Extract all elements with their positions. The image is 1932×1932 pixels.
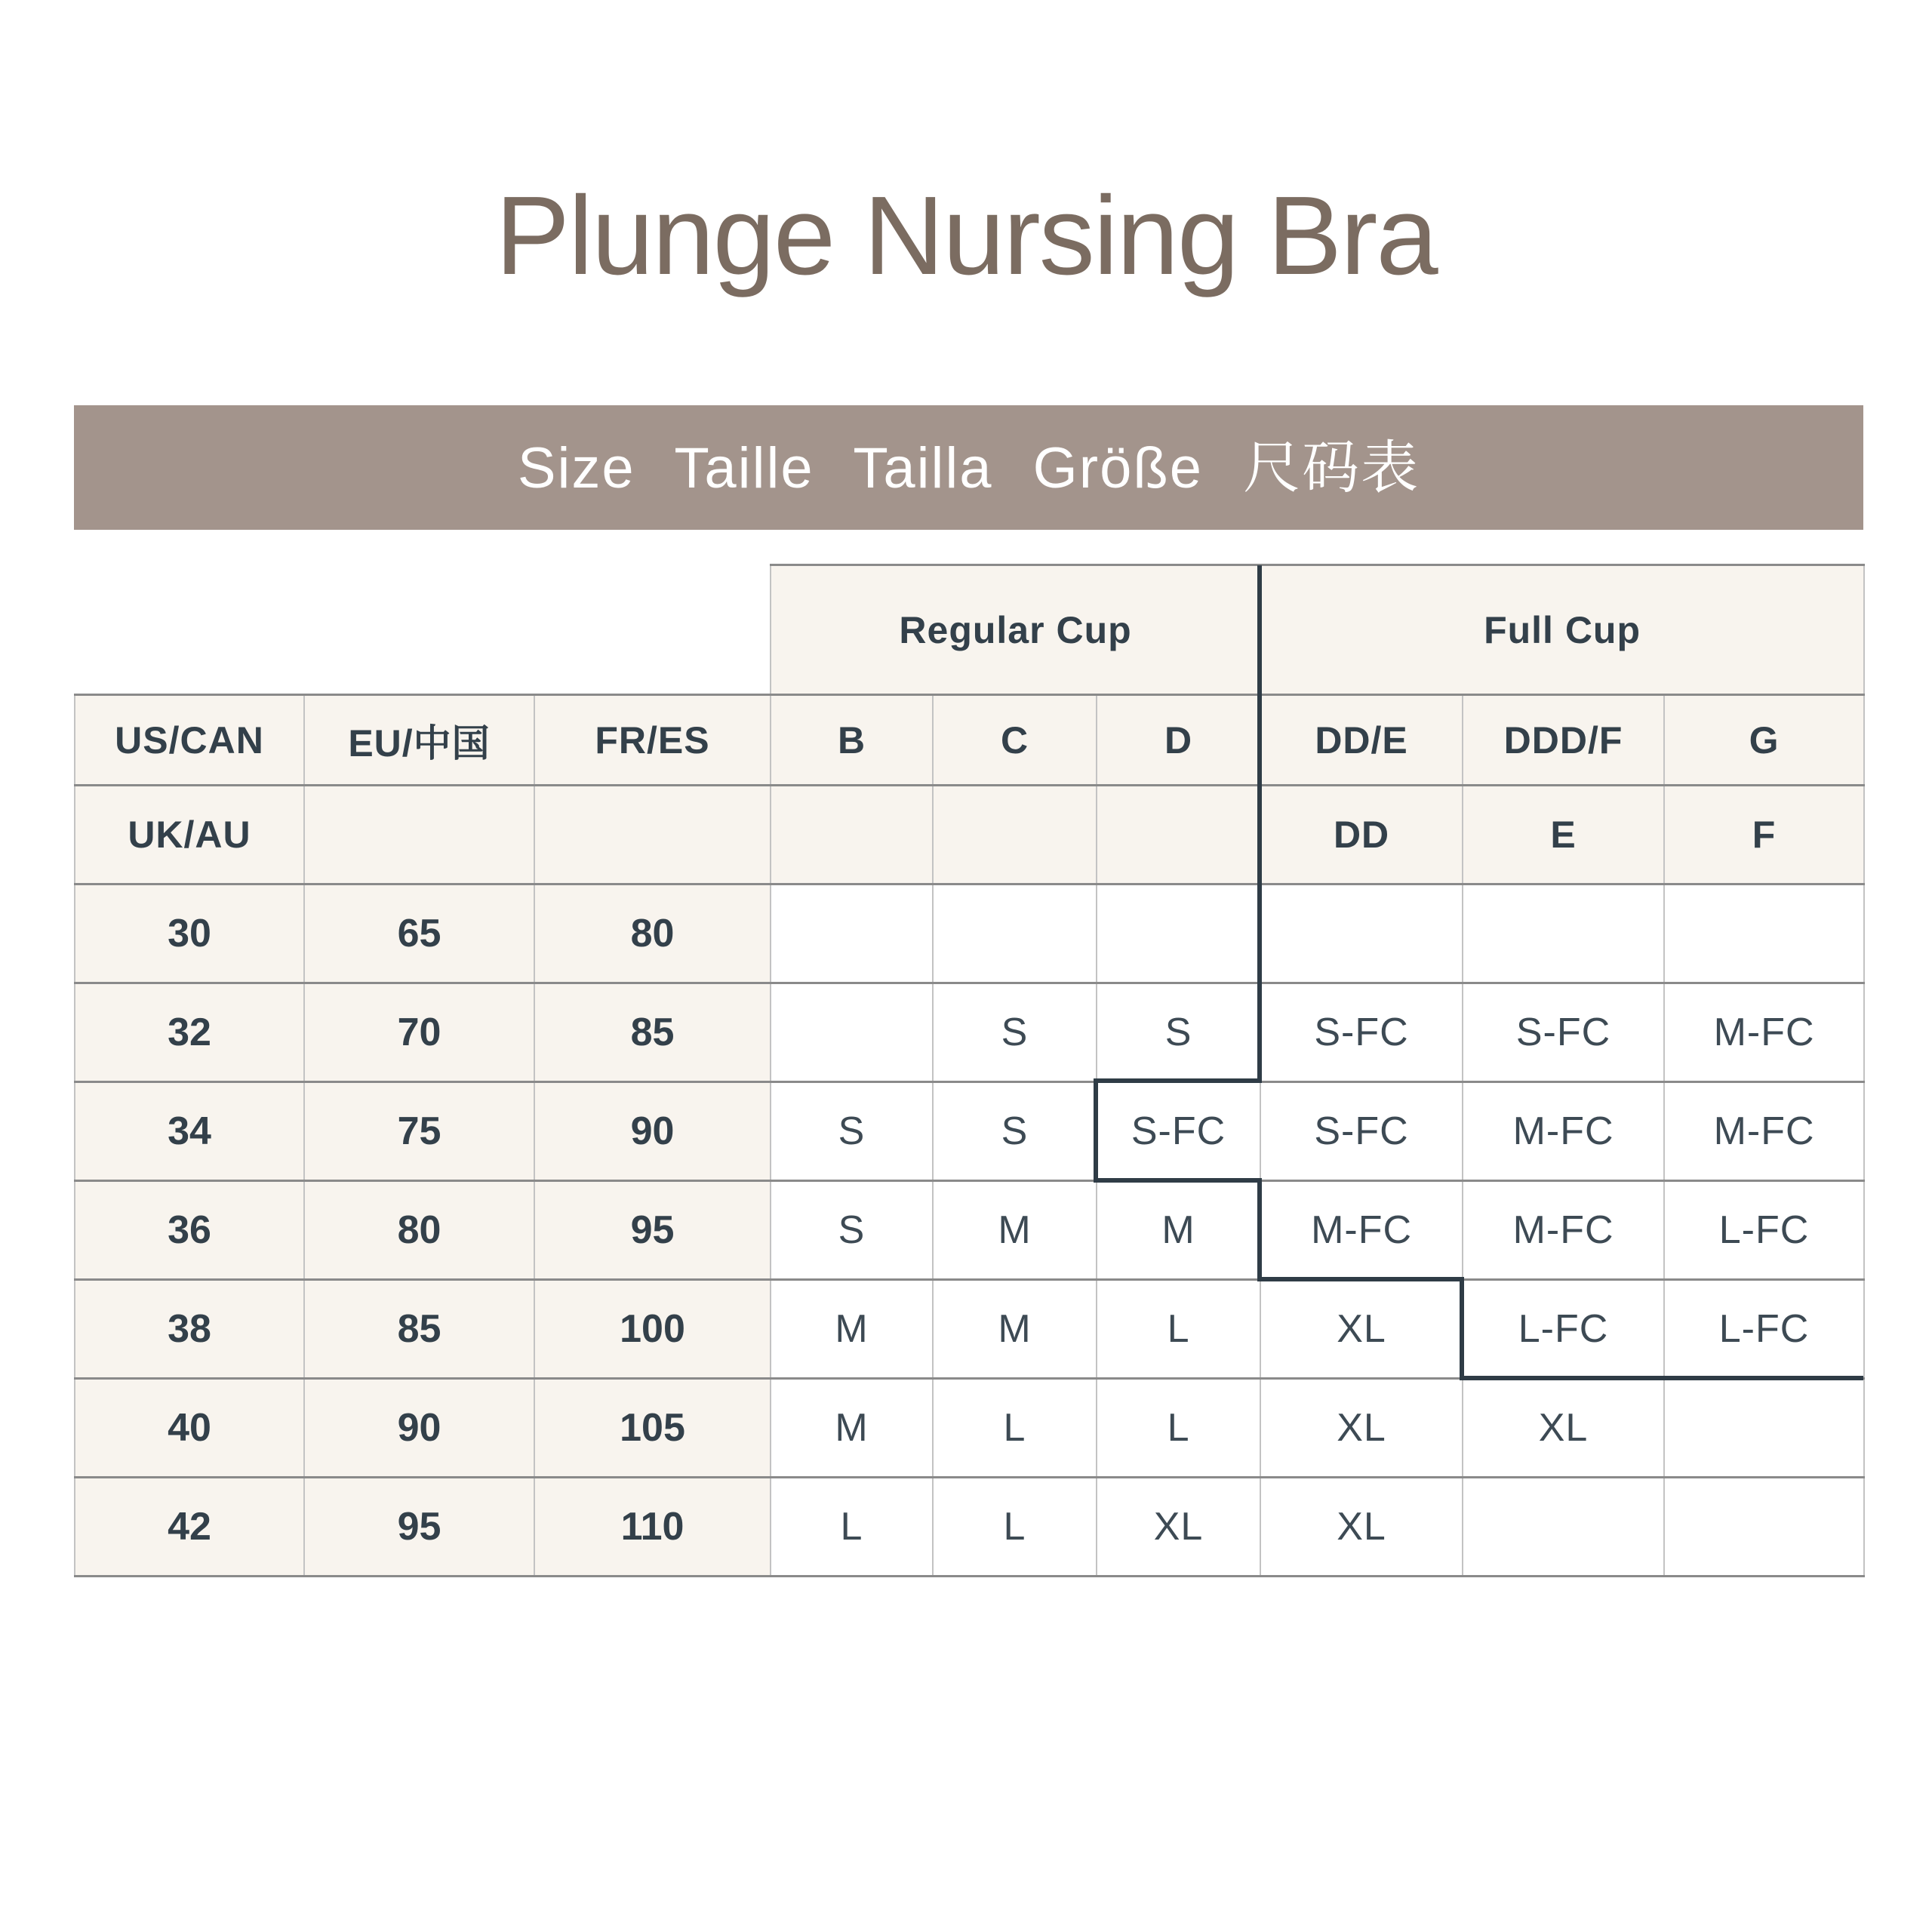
cup-size-cell: M: [933, 1280, 1097, 1379]
band-size-cell: 90: [304, 1379, 534, 1478]
cup-size-cell: L: [771, 1478, 933, 1577]
band-size-cell: 110: [534, 1478, 771, 1577]
column-header: [534, 786, 771, 884]
band-size-cell: 34: [75, 1082, 304, 1181]
cup-size-cell: S: [933, 983, 1097, 1082]
cup-size-cell: S-FC: [1097, 1082, 1260, 1181]
cup-size-cell: S-FC: [1260, 1082, 1463, 1181]
column-header: FR/ES: [534, 695, 771, 786]
band-size-cell: 95: [534, 1181, 771, 1280]
cup-size-cell: [1260, 884, 1463, 983]
cup-size-cell: S: [771, 1181, 933, 1280]
band-size-cell: 30: [75, 884, 304, 983]
column-header: [933, 786, 1097, 884]
cup-size-cell: M: [771, 1280, 933, 1379]
size-table-grid: [74, 564, 1865, 1577]
column-header: [1097, 786, 1260, 884]
cup-size-cell: L: [1097, 1379, 1260, 1478]
cup-size-cell: S-FC: [1260, 983, 1463, 1082]
cup-size-cell: M: [1097, 1181, 1260, 1280]
empty-corner: [75, 565, 771, 695]
column-header: E: [1463, 786, 1664, 884]
band-size-cell: 85: [304, 1280, 534, 1379]
band-size-cell: 80: [534, 884, 771, 983]
column-header: EU/中国: [304, 695, 534, 786]
column-header: DDD/F: [1463, 695, 1664, 786]
column-header: UK/AU: [75, 786, 304, 884]
cup-size-cell: XL: [1260, 1478, 1463, 1577]
band-size-cell: 100: [534, 1280, 771, 1379]
size-banner: [74, 405, 1863, 530]
cup-size-cell: S-FC: [1463, 983, 1664, 1082]
cup-size-cell: [771, 884, 933, 983]
size-banner-label: Size Taille Tailla Größe 尺码表: [517, 436, 1420, 500]
group-header-full-cup: Full Cup: [1260, 565, 1864, 695]
cup-size-cell: XL: [1097, 1478, 1260, 1577]
column-header: B: [771, 695, 933, 786]
column-header: D: [1097, 695, 1260, 786]
band-size-cell: 90: [534, 1082, 771, 1181]
cup-size-cell: XL: [1260, 1280, 1463, 1379]
cup-size-cell: S: [1097, 983, 1260, 1082]
table-row: [75, 1181, 1864, 1280]
table-row: [75, 786, 1864, 884]
cup-size-cell: [1097, 884, 1260, 983]
cup-size-cell: L-FC: [1664, 1280, 1864, 1379]
table-row: [75, 695, 1864, 786]
column-header: C: [933, 695, 1097, 786]
cup-size-cell: S: [933, 1082, 1097, 1181]
cup-size-cell: [1463, 884, 1664, 983]
cup-size-cell: L-FC: [1463, 1280, 1664, 1379]
cup-size-cell: L: [933, 1379, 1097, 1478]
cup-size-cell: [1664, 1379, 1864, 1478]
band-size-cell: 105: [534, 1379, 771, 1478]
band-size-cell: 95: [304, 1478, 534, 1577]
table-row: [75, 1280, 1864, 1379]
cup-size-cell: XL: [1463, 1379, 1664, 1478]
cup-size-cell: L: [933, 1478, 1097, 1577]
band-size-cell: 42: [75, 1478, 304, 1577]
cup-size-cell: M-FC: [1463, 1082, 1664, 1181]
cup-size-cell: M-FC: [1463, 1181, 1664, 1280]
cup-size-cell: S: [771, 1082, 933, 1181]
table-row: [75, 1082, 1864, 1181]
column-header: DD/E: [1260, 695, 1463, 786]
cup-size-cell: [1664, 1478, 1864, 1577]
cup-size-cell: [1463, 1478, 1664, 1577]
table-row: [75, 1379, 1864, 1478]
size-table: [74, 564, 1863, 1577]
band-size-cell: 70: [304, 983, 534, 1082]
cup-size-cell: M: [933, 1181, 1097, 1280]
cup-size-cell: [933, 884, 1097, 983]
column-header: [771, 786, 933, 884]
column-header: F: [1664, 786, 1864, 884]
table-row: [75, 1478, 1864, 1577]
page-title: Plunge Nursing Bra: [495, 174, 1437, 298]
band-size-cell: 36: [75, 1181, 304, 1280]
band-size-cell: 32: [75, 983, 304, 1082]
band-size-cell: 85: [534, 983, 771, 1082]
cup-size-cell: [771, 983, 933, 1082]
cup-size-cell: [1664, 884, 1864, 983]
band-size-cell: 75: [304, 1082, 534, 1181]
table-row: [75, 565, 1864, 695]
cup-size-cell: M-FC: [1664, 983, 1864, 1082]
band-size-cell: 38: [75, 1280, 304, 1379]
band-size-cell: 40: [75, 1379, 304, 1478]
table-row: [75, 884, 1864, 983]
band-size-cell: 65: [304, 884, 534, 983]
cup-size-cell: L: [1097, 1280, 1260, 1379]
column-header: US/CAN: [75, 695, 304, 786]
column-header: [304, 786, 534, 884]
group-header-regular-cup: Regular Cup: [771, 565, 1260, 695]
cup-size-cell: XL: [1260, 1379, 1463, 1478]
band-size-cell: 80: [304, 1181, 534, 1280]
column-header: G: [1664, 695, 1864, 786]
cup-size-cell: M-FC: [1260, 1181, 1463, 1280]
cup-size-cell: M: [771, 1379, 933, 1478]
cup-size-cell: M-FC: [1664, 1082, 1864, 1181]
table-row: [75, 983, 1864, 1082]
cup-size-cell: L-FC: [1664, 1181, 1864, 1280]
column-header: DD: [1260, 786, 1463, 884]
